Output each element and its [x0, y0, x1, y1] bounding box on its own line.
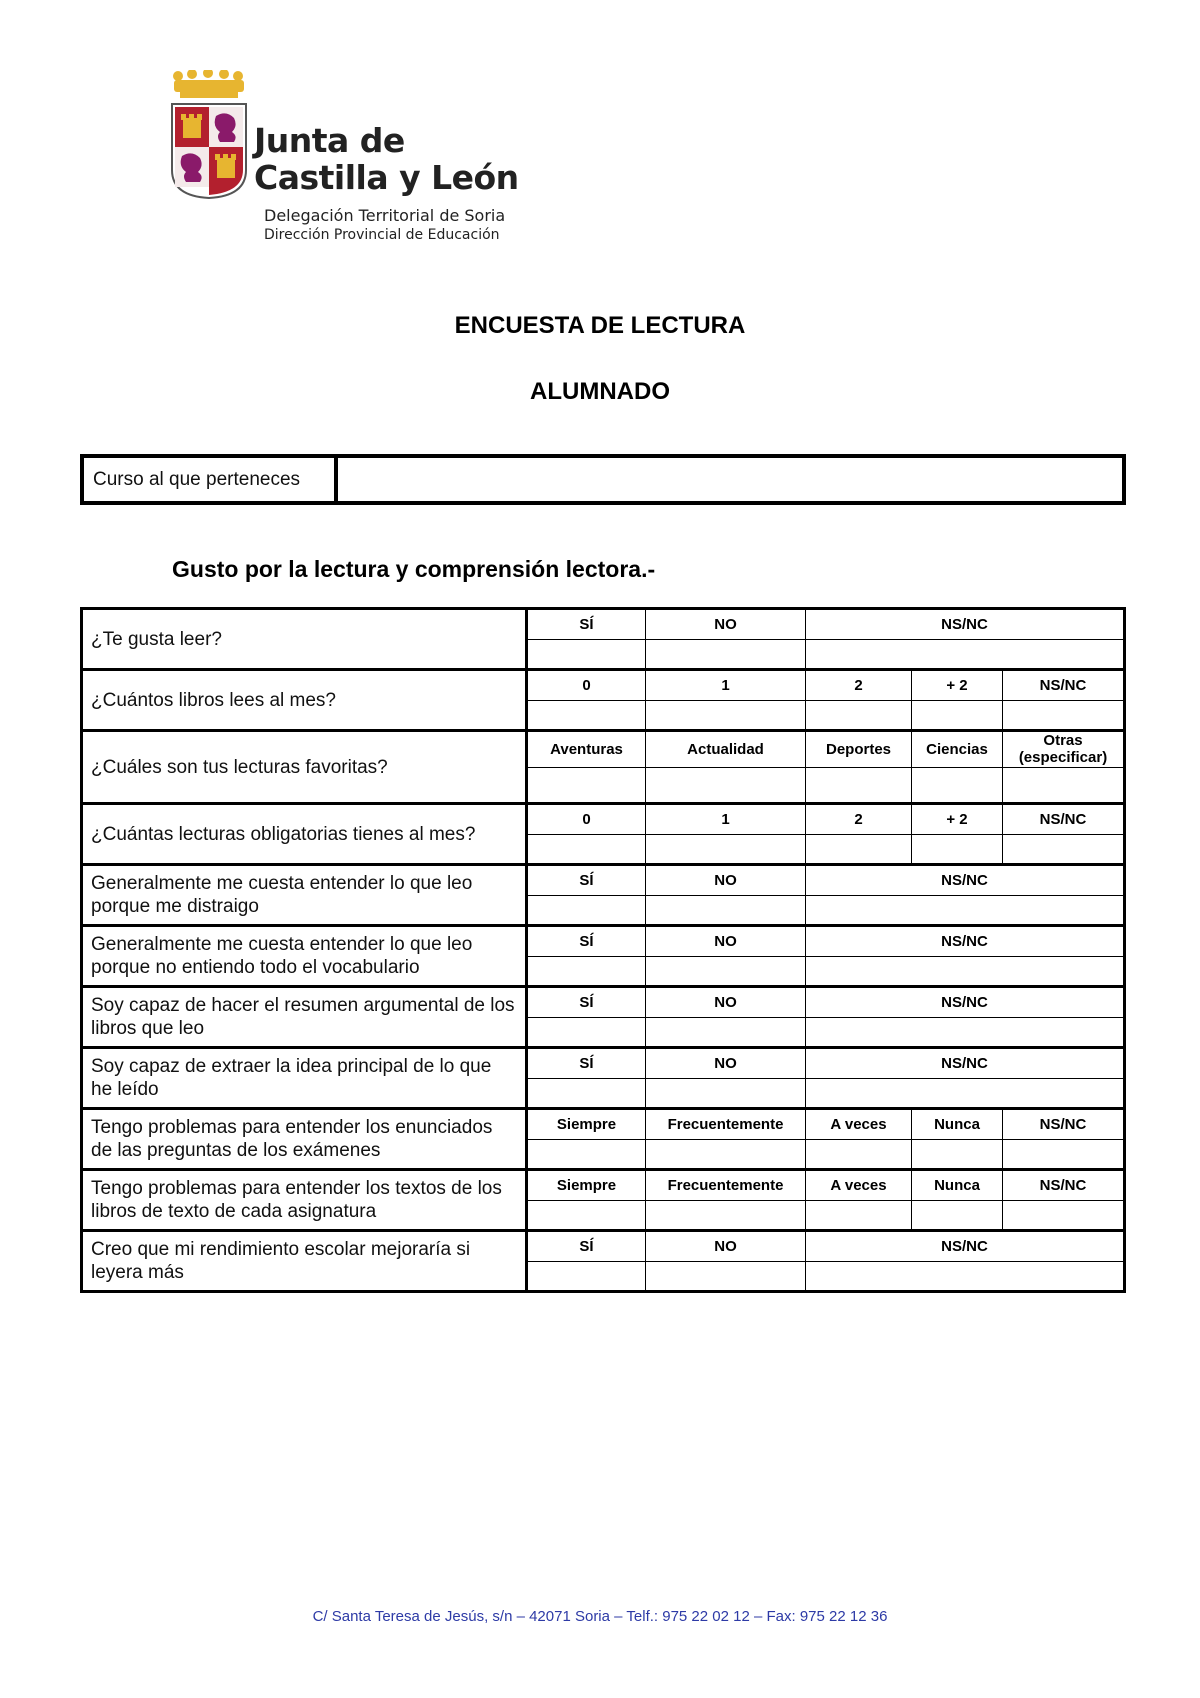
option-label: Nunca [912, 1110, 1003, 1139]
answer-grid [528, 1232, 1123, 1290]
answer-checkbox[interactable] [528, 1262, 646, 1291]
option-label: NS/NC [1039, 1176, 1087, 1194]
answer-checkbox[interactable] [646, 896, 806, 925]
answer-checkbox[interactable] [912, 701, 1003, 730]
section-heading: Gusto por la lectura y comprensión lectora.- [172, 556, 656, 582]
table-row [83, 732, 1123, 805]
option-label: 2 [806, 671, 912, 700]
option-label: Ciencias [912, 732, 1003, 767]
option-label: NS/NC [1039, 1115, 1087, 1133]
option-label: Actualidad [646, 732, 806, 767]
option-label: NO [646, 927, 806, 956]
option-label: + 2 [912, 805, 1003, 834]
option-label: Frecuentemente [646, 1171, 806, 1200]
answer-checkbox[interactable] [646, 835, 806, 864]
option-label: NO [646, 866, 806, 895]
answer-checkbox[interactable] [806, 957, 1123, 986]
answer-checkbox[interactable] [1003, 701, 1123, 730]
question-text: Tengo problemas para entender los enunciados de las preguntas de los exámenes [83, 1110, 528, 1168]
option-label: 2 [806, 805, 912, 834]
answer-checkbox[interactable] [912, 1140, 1003, 1169]
option-label: Siempre [528, 1110, 646, 1139]
table-row [83, 671, 1123, 732]
option-label: NO [646, 988, 806, 1017]
course-input[interactable] [338, 458, 1122, 501]
answer-checkbox[interactable] [646, 1079, 806, 1108]
delegation-text: Delegación Territorial de Soria [264, 206, 506, 225]
answer-checkbox[interactable] [806, 896, 1123, 925]
footer-address: C/ Santa Teresa de Jesús, s/n – 42071 Soria – Telf.: 975 22 02 12 – Fax: 975 22 12 36 [312, 1608, 888, 1625]
table-row [83, 927, 1123, 988]
question-text: Soy capaz de extraer la idea principal de lo que he leído [83, 1049, 528, 1107]
option-label: NS/NC [941, 871, 988, 889]
direction-text: Dirección Provincial de Educación [264, 227, 500, 243]
option-label: NS/NC [941, 932, 988, 950]
answer-checkbox[interactable] [912, 835, 1003, 864]
option-label: NS/NC [1039, 676, 1087, 694]
answer-checkbox[interactable] [528, 640, 646, 669]
question-text: ¿Cuántas lecturas obligatorias tienes al mes? [83, 805, 528, 863]
answer-checkbox[interactable] [912, 1201, 1003, 1230]
answer-checkbox[interactable] [806, 1140, 912, 1169]
table-row [83, 1232, 1123, 1290]
document-title: ENCUESTA DE LECTURA [454, 312, 746, 339]
option-label: SÍ [528, 1049, 646, 1078]
option-label: Otras (especificar) [1018, 732, 1108, 767]
answer-checkbox[interactable] [1003, 768, 1123, 803]
option-label: SÍ [528, 1232, 646, 1261]
question-text: Tengo problemas para entender los textos de los libros de texto de cada asignatura [83, 1171, 528, 1229]
answer-grid [528, 610, 1123, 668]
answer-checkbox[interactable] [528, 1079, 646, 1108]
option-label: NS/NC [941, 1237, 988, 1255]
option-label: 1 [646, 805, 806, 834]
answer-checkbox[interactable] [646, 1140, 806, 1169]
answer-checkbox[interactable] [528, 835, 646, 864]
table-row [83, 866, 1123, 927]
answer-grid [528, 671, 1123, 729]
course-field [80, 454, 1126, 505]
table-row [83, 610, 1123, 671]
question-text: ¿Cuántos libros lees al mes? [83, 671, 528, 729]
answer-checkbox[interactable] [646, 1018, 806, 1047]
answer-checkbox[interactable] [1003, 835, 1123, 864]
option-label: NS/NC [941, 1054, 988, 1072]
answer-grid [528, 866, 1123, 924]
option-label: A veces [806, 1171, 912, 1200]
answer-checkbox[interactable] [528, 1140, 646, 1169]
option-label: SÍ [528, 610, 646, 639]
answer-grid [528, 1171, 1123, 1229]
answer-checkbox[interactable] [528, 768, 646, 803]
option-label: Siempre [528, 1171, 646, 1200]
option-label: NS/NC [941, 993, 988, 1011]
option-label: 0 [528, 671, 646, 700]
answer-checkbox[interactable] [646, 1262, 806, 1291]
answer-checkbox[interactable] [646, 768, 806, 803]
answer-checkbox[interactable] [528, 1018, 646, 1047]
answer-checkbox[interactable] [1003, 1201, 1123, 1230]
option-label: NO [646, 610, 806, 639]
answer-checkbox[interactable] [806, 1018, 1123, 1047]
question-text: ¿Te gusta leer? [83, 610, 528, 668]
question-text: Generalmente me cuesta entender lo que leo porque no entiendo todo el vocabulario [83, 927, 528, 985]
answer-checkbox[interactable] [646, 1201, 806, 1230]
answer-checkbox[interactable] [646, 640, 806, 669]
option-label: SÍ [528, 988, 646, 1017]
table-row [83, 805, 1123, 866]
answer-checkbox[interactable] [912, 768, 1003, 803]
option-label: NO [646, 1232, 806, 1261]
question-text: Soy capaz de hacer el resumen argumental de los libros que leo [83, 988, 528, 1046]
option-label: SÍ [528, 866, 646, 895]
option-label: NO [646, 1049, 806, 1078]
course-label: Curso al que perteneces [84, 458, 338, 501]
table-row [83, 1110, 1123, 1171]
option-label: NS/NC [1039, 810, 1087, 828]
answer-grid [528, 927, 1123, 985]
option-label: 0 [528, 805, 646, 834]
answer-grid [528, 988, 1123, 1046]
option-label: NS/NC [941, 615, 988, 633]
answer-checkbox[interactable] [806, 768, 912, 803]
answer-checkbox[interactable] [646, 957, 806, 986]
answer-checkbox[interactable] [806, 1079, 1123, 1108]
answer-grid [528, 1110, 1123, 1168]
option-label: Aventuras [528, 732, 646, 767]
coat-of-arms-icon [170, 70, 250, 200]
answer-grid [528, 1049, 1123, 1107]
answer-grid [528, 732, 1123, 802]
option-label: + 2 [912, 671, 1003, 700]
survey-table [80, 607, 1126, 1293]
option-label: 1 [646, 671, 806, 700]
answer-checkbox[interactable] [528, 1201, 646, 1230]
option-label: Nunca [912, 1171, 1003, 1200]
answer-checkbox[interactable] [806, 640, 1123, 669]
option-label: A veces [806, 1110, 912, 1139]
answer-checkbox[interactable] [646, 701, 806, 730]
table-row [83, 1171, 1123, 1232]
logo-block [170, 70, 550, 250]
answer-checkbox[interactable] [1003, 1140, 1123, 1169]
answer-checkbox[interactable] [528, 896, 646, 925]
option-label: Frecuentemente [646, 1110, 806, 1139]
answer-grid [528, 805, 1123, 863]
logo-title-line2: Castilla y León [254, 158, 519, 197]
answer-checkbox[interactable] [528, 701, 646, 730]
answer-checkbox[interactable] [806, 1201, 912, 1230]
answer-checkbox[interactable] [806, 1262, 1123, 1291]
question-text: Generalmente me cuesta entender lo que leo porque me distraigo [83, 866, 528, 924]
option-label: SÍ [528, 927, 646, 956]
question-text: ¿Cuáles son tus lecturas favoritas? [83, 732, 528, 802]
table-row [83, 988, 1123, 1049]
option-label: Deportes [806, 732, 912, 767]
answer-checkbox[interactable] [806, 701, 912, 730]
document-subtitle: ALUMNADO [530, 378, 670, 405]
table-row [83, 1049, 1123, 1110]
answer-checkbox[interactable] [806, 835, 912, 864]
question-text: Creo que mi rendimiento escolar mejoraría si leyera más [83, 1232, 528, 1290]
logo-title-line1: Junta de [254, 121, 405, 160]
answer-checkbox[interactable] [528, 957, 646, 986]
